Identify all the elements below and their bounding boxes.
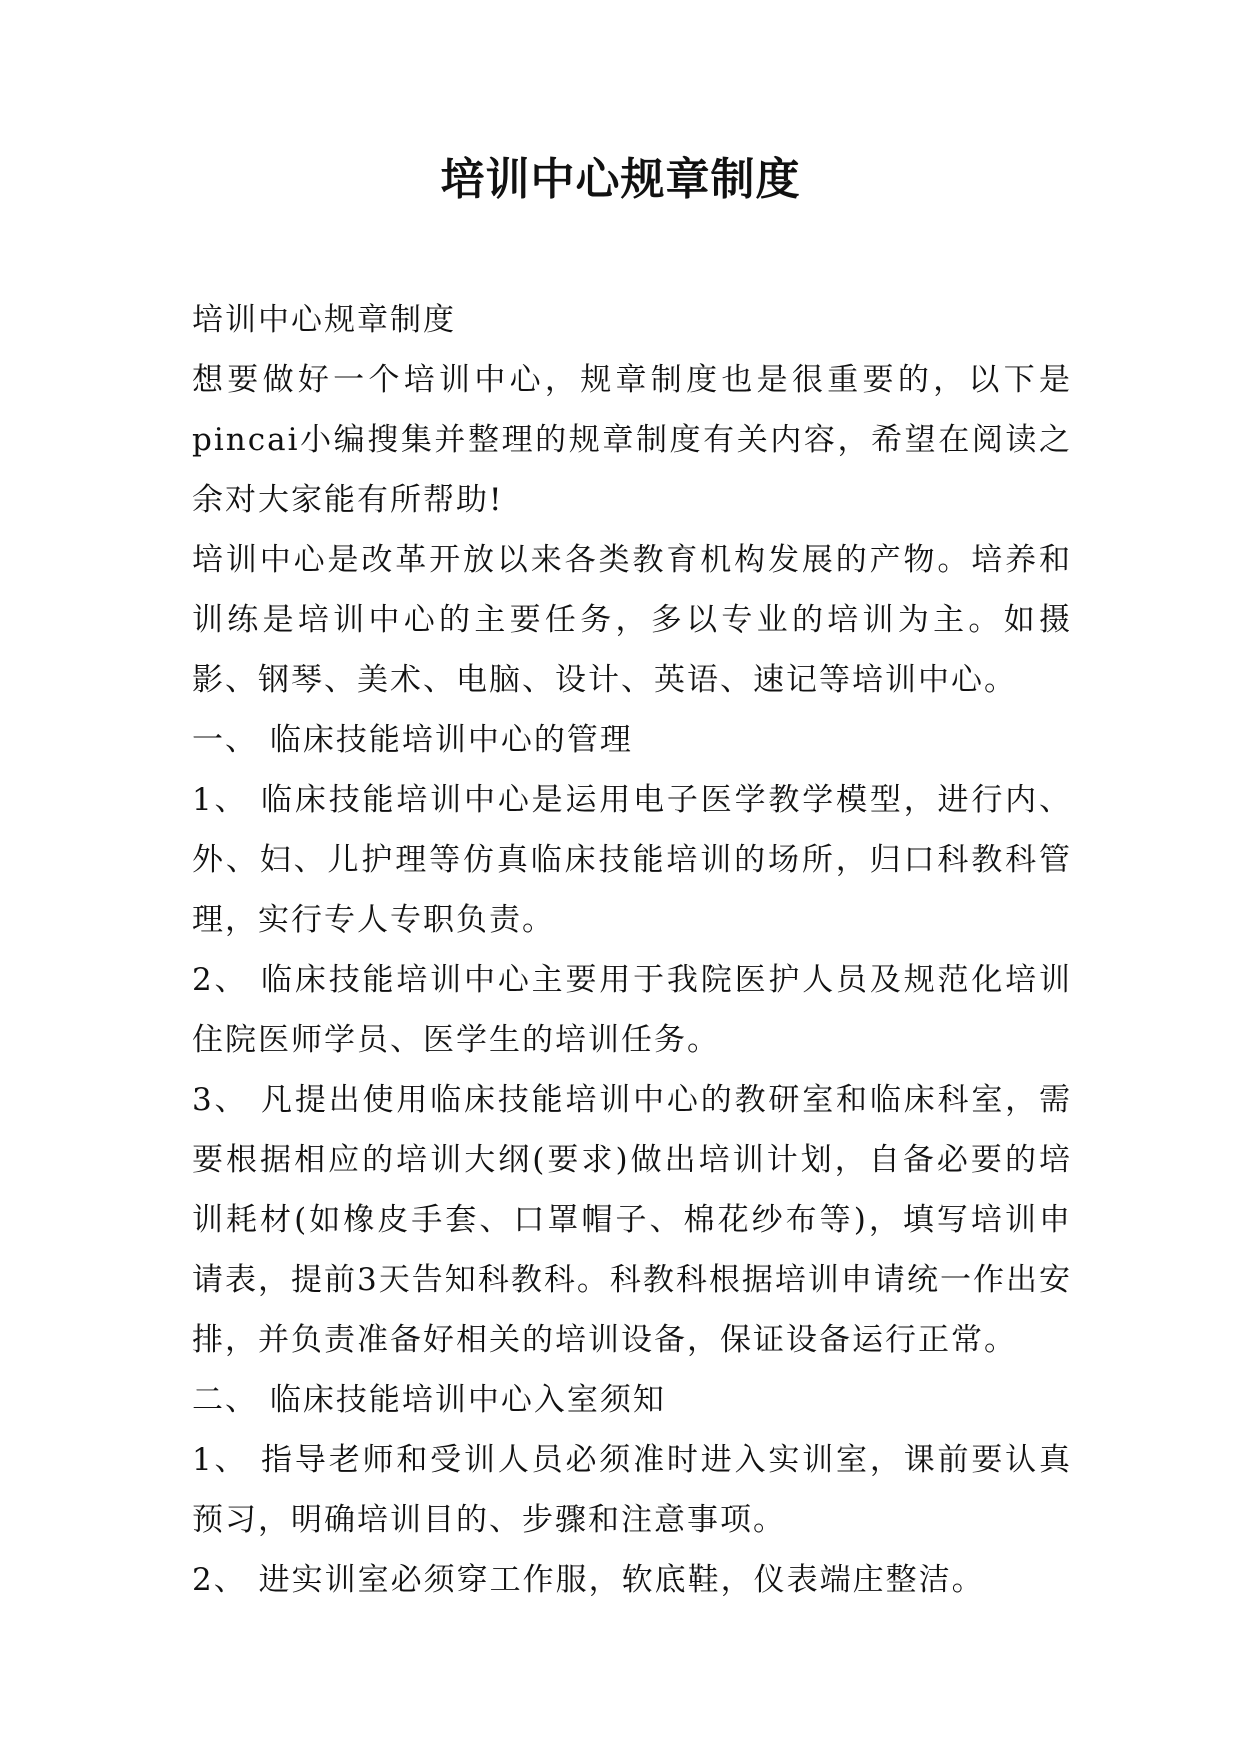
section-heading-entry-rules: 二、 临床技能培训中心入室须知 [192,1382,666,1418]
management-item-1: 1、 临床技能培训中心是运用电子医学教学模型，进行内、外、妇、儿护理等仿真临床技能培训的场所，归口科教科管理，实行专人专职负责。 [192,782,1072,938]
document-body [192,290,1072,1610]
entry-rule-item-1: 1、 指导老师和受训人员必须准时进入实训室，课前要认真预习，明确培训目的、步骤和注意事项。 [192,1442,1072,1538]
management-item-3: 3、 凡提出使用临床技能培训中心的教研室和临床科室，需要根据相应的培训大纲(要求)做出培训计划，自备必要的培训耗材(如橡皮手套、口罩帽子、棉花纱布等)，填写培训申请表，提前3天告知科教科。科教科根据培训申请统一作出安排，并负责准备好相关的培训设备，保证设备运行正常。 [192,1082,1072,1358]
management-item-2: 2、 临床技能培训中心主要用于我院医护人员及规范化培训住院医师学员、医学生的培训任务。 [192,962,1072,1058]
paragraph-subtitle: 培训中心规章制度 [192,302,456,338]
entry-rule-item-2: 2、 进实训室必须穿工作服，软底鞋，仪表端庄整洁。 [192,1562,985,1598]
section-heading-management: 一、 临床技能培训中心的管理 [192,722,633,758]
paragraph-background: 培训中心是改革开放以来各类教育机构发展的产物。培养和训练是培训中心的主要任务，多以专业的培训为主。如摄影、钢琴、美术、电脑、设计、英语、速记等培训中心。 [192,542,1072,698]
document-title: 培训中心规章制度 [440,154,801,205]
paragraph-intro: 想要做好一个培训中心，规章制度也是很重要的，以下是pincai小编搜集并整理的规章制度有关内容，希望在阅读之余对大家能有所帮助! [192,362,1072,518]
